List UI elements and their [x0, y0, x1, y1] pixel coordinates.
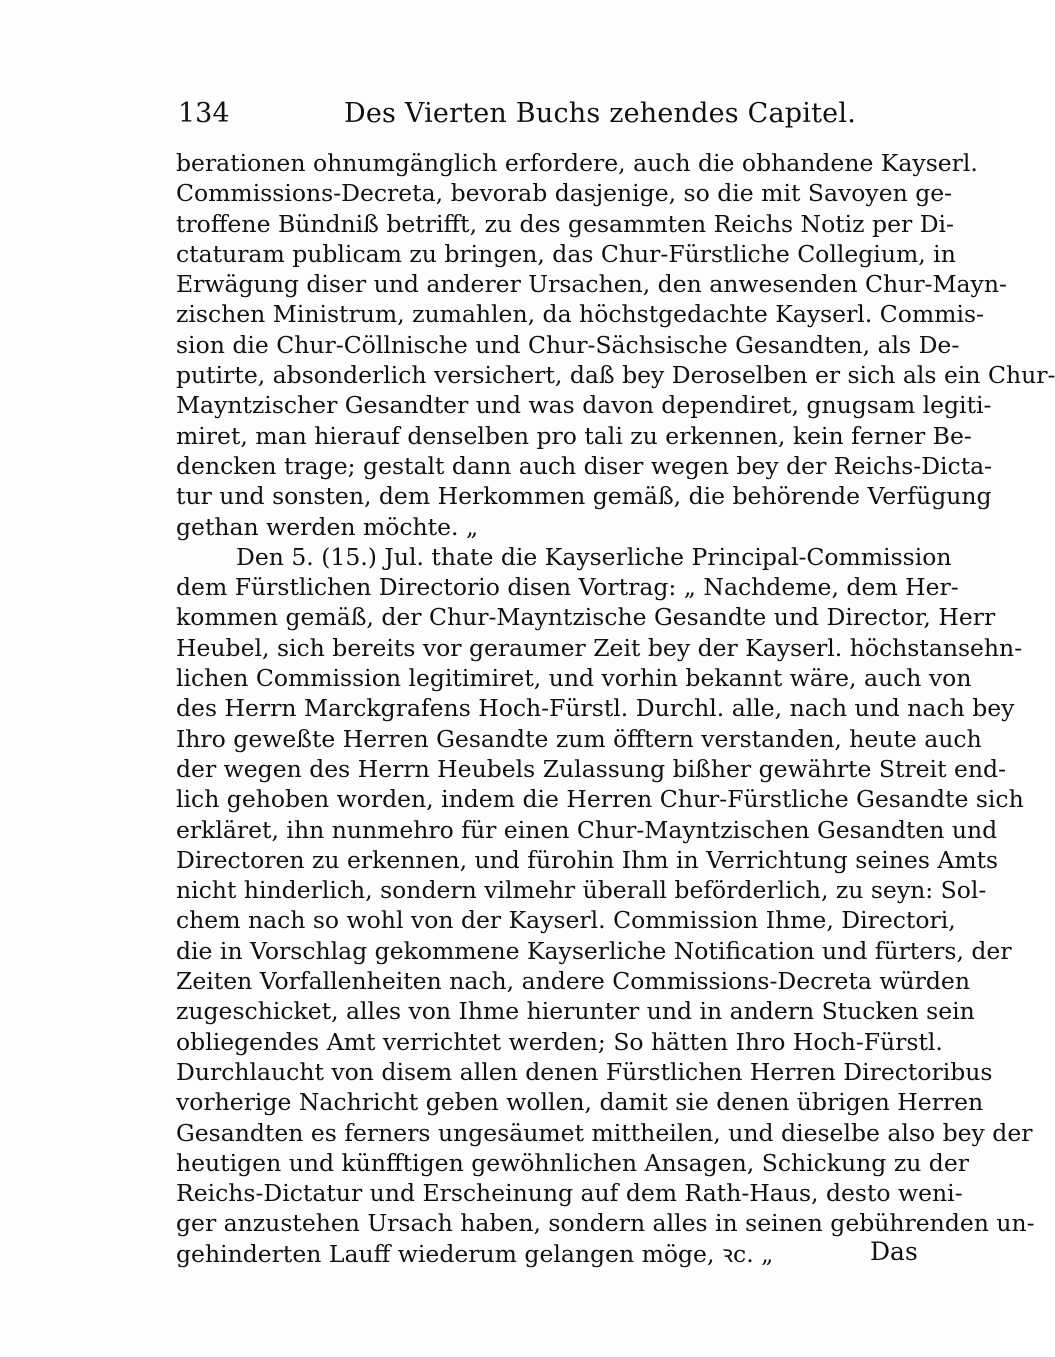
- text-line: die in Vorschlag gekommene Kayserliche Notification und fürters, der: [176, 936, 1012, 965]
- text-line: des Herrn Marckgrafens Hoch-Fürstl. Durchl. alle, nach und nach bey: [176, 694, 1015, 723]
- text-line: Erwägung diser und anderer Ursachen, den anwesenden Chur-Mayn-: [176, 270, 1007, 299]
- text-line: gehinderten Lauff wiederum gelangen möge, ꝛc. „: [176, 1239, 774, 1268]
- text-line: ger anzustehen Ursach haben, sondern alles in seinen gebührenden un-: [176, 1209, 1035, 1238]
- text-line: vorherige Nachricht geben wollen, damit sie denen übrigen Herren: [176, 1088, 984, 1117]
- text-line: lich gehoben worden, indem die Herren Chur-Fürstliche Gesandte sich: [176, 785, 1024, 814]
- text-line: nicht hinderlich, sondern vilmehr überall beförderlich, zu seyn: Sol-: [176, 876, 987, 905]
- text-line: sion die Chur-Cöllnische und Chur-Sächsische Gesandten, als De-: [176, 330, 960, 359]
- paragraph-first-line: Den 5. (15.) Jul. thate die Kayserliche Principal-Commission: [236, 542, 952, 571]
- text-line: Zeiten Vorfallenheiten nach, andere Commissions-Decreta würden: [176, 967, 970, 996]
- page-number: 134: [178, 98, 230, 129]
- text-line: erkläret, ihn nunmehro für einen Chur-Mayntzischen Gesandten und: [176, 815, 998, 844]
- text-line: obliegendes Amt verrichtet werden; So hätten Ihro Hoch-Fürstl.: [176, 1027, 943, 1056]
- running-title: Des Vierten Buchs zehendes Capitel.: [344, 98, 856, 129]
- catchword: Das: [870, 1237, 918, 1266]
- text-line: Gesandten es ferners ungesäumet mittheilen, und dieselbe also bey der: [176, 1118, 1033, 1147]
- body-text: [176, 148, 1055, 1269]
- text-line: chem nach so wohl von der Kayserl. Commission Ihme, Directori,: [176, 906, 956, 935]
- text-line: Commissions-Decreta, bevorab dasjenige, so die mit Savoyen ge-: [176, 179, 953, 208]
- text-line: Ihro geweßte Herren Gesandte zum öfftern verstanden, heute auch: [176, 724, 982, 753]
- text-line: heutigen und künfftigen gewöhnlichen Ansagen, Schickung zu der: [176, 1148, 969, 1177]
- text-line: Mayntzischer Gesandter und was davon dependiret, gnugsam legiti-: [176, 391, 992, 420]
- text-line: Heubel, sich bereits vor geraumer Zeit bey der Kayserl. höchstansehn-: [176, 633, 1023, 662]
- text-line: putirte, absonderlich versichert, daß bey Deroselben er sich als ein Chur-: [176, 361, 1055, 390]
- text-line: troffene Bündniß betrifft, zu des gesammten Reichs Notiz per Di-: [176, 209, 954, 238]
- text-line: der wegen des Herrn Heubels Zulassung bißher gewährte Streit end-: [176, 754, 1007, 783]
- text-line: gethan werden möchte. „: [176, 512, 479, 541]
- text-line: lichen Commission legitimiret, und vorhin bekannt wäre, auch von: [176, 664, 972, 693]
- text-line: Durchlaucht von disem allen denen Fürstlichen Herren Directoribus: [176, 1057, 993, 1086]
- text-line: zischen Ministrum, zumahlen, da höchstgedachte Kayserl. Commis-: [176, 300, 984, 329]
- text-line: kommen gemäß, der Chur-Mayntzische Gesandte und Director, Herr: [176, 603, 996, 632]
- text-line: berationen ohnumgänglich erfordere, auch die obhandene Kayserl.: [176, 149, 978, 177]
- text-line: ctaturam publicam zu bringen, das Chur-Fürstliche Collegium, in: [176, 239, 956, 268]
- text-line: dencken trage; gestalt dann auch diser wegen bey der Reichs-Dicta-: [176, 451, 993, 480]
- text-line: zugeschicket, alles von Ihme hierunter und in andern Stucken sein: [176, 997, 975, 1026]
- text-line: tur und sonsten, dem Herkommen gemäß, die behörende Verfügung: [176, 482, 992, 511]
- text-line: Directoren zu erkennen, und fürohin Ihm in Verrichtung seines Amts: [176, 845, 999, 874]
- running-head: [178, 92, 856, 136]
- text-line: miret, man hierauf denselben pro tali zu erkennen, kein ferner Be-: [176, 421, 972, 450]
- text-line: Reichs-Dictatur und Erscheinung auf dem Rath-Haus, desto weni-: [176, 1179, 963, 1208]
- text-line: dem Fürstlichen Directorio disen Vortrag: „ Nachdeme, dem Her-: [176, 573, 959, 602]
